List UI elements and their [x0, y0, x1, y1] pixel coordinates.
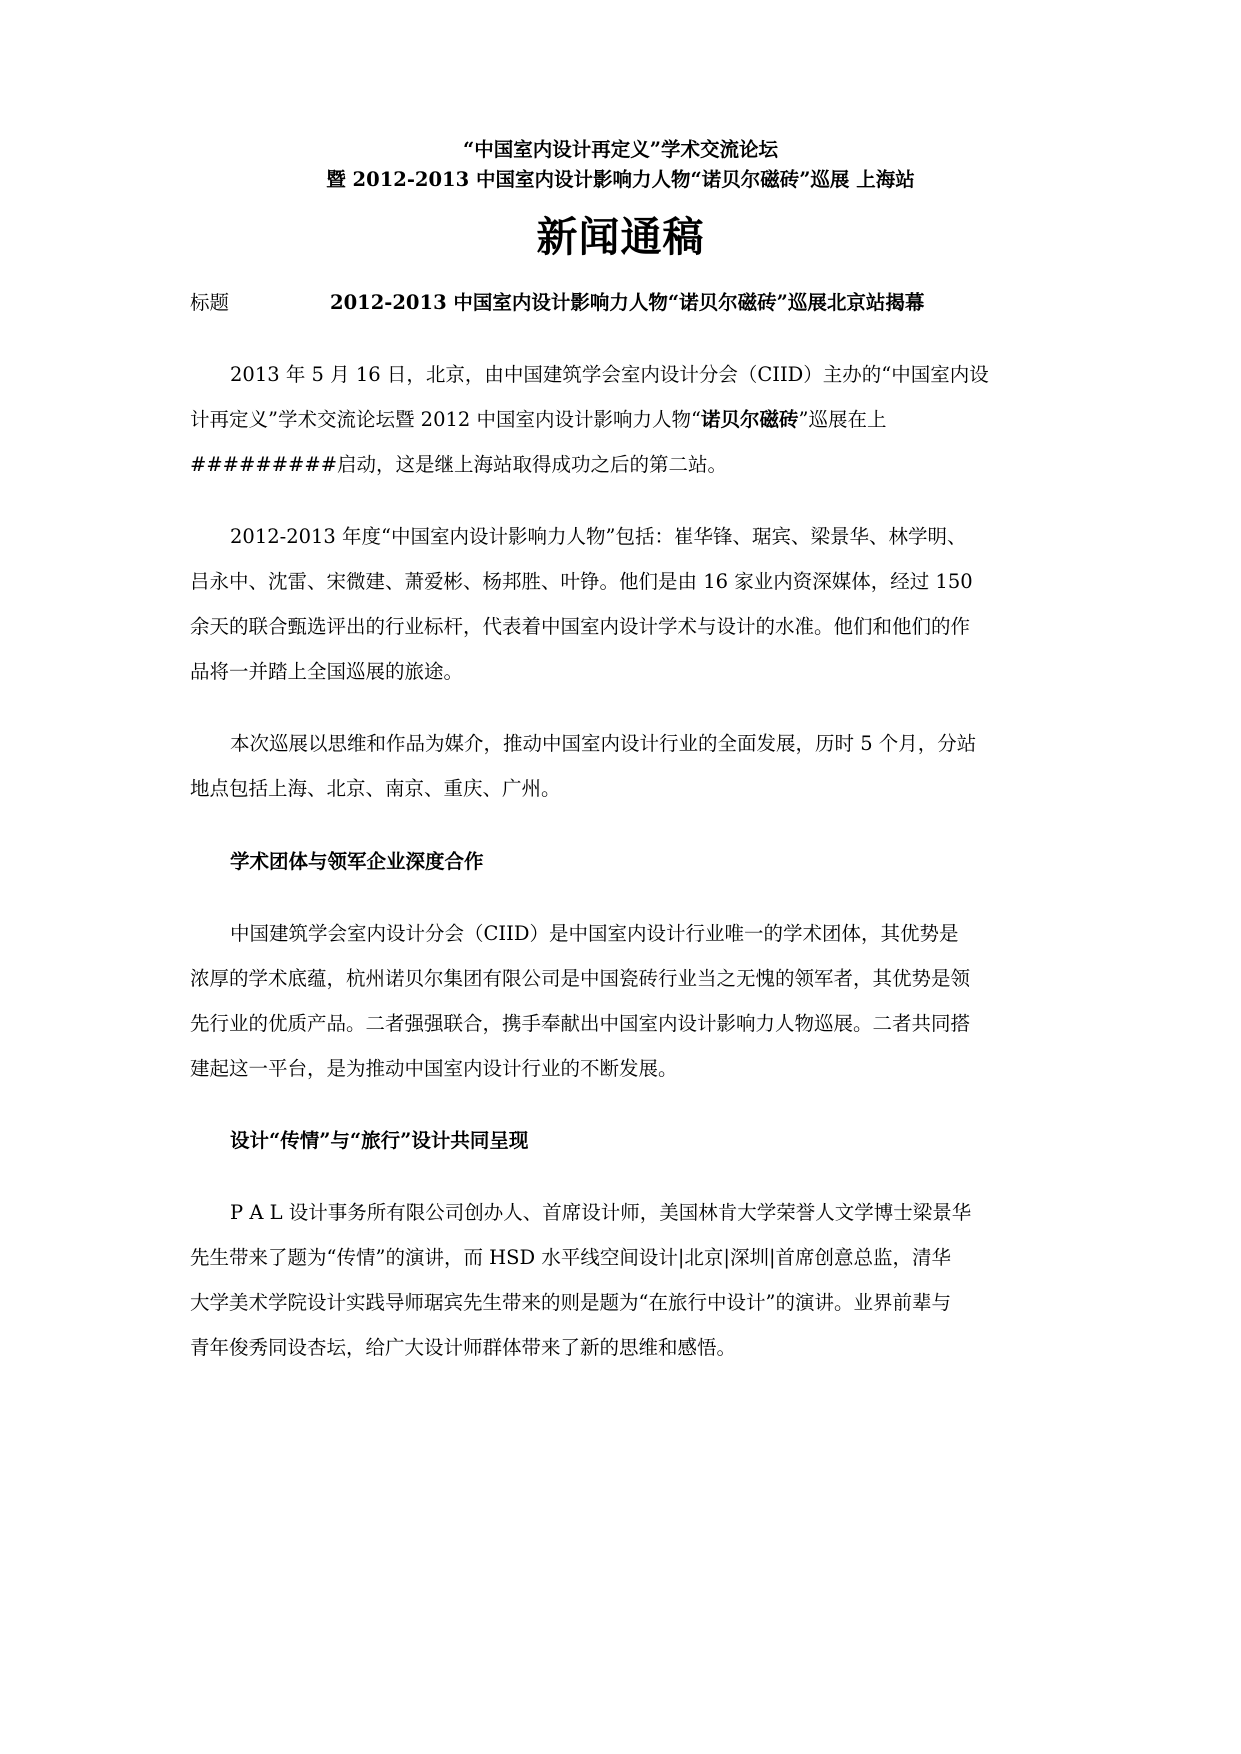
- section-2-line-4: 青年俊秀同设杏坛，给广大设计师群体带来了新的思维和感悟。: [190, 1336, 737, 1359]
- section-2-line-3: 大学美术学院设计实践导师琚宾先生带来的则是题为“在旅行中设计”的演讲。业界前辈与: [190, 1291, 951, 1314]
- paragraph-1-line-1: 2013 年 5 月 16 日，北京，由中国建筑学会室内设计分会（CIID）主办的“中国室内设: [230, 363, 989, 386]
- section-2-line-2: 先生带来了题为“传情”的演讲，而 HSD 水平线空间设计|北京|深圳|首席创意总监，清华: [190, 1246, 952, 1269]
- paragraph-3-line-1: 本次巡展以思维和作品为媒介，推动中国室内设计行业的全面发展，历时 5 个月，分站: [230, 732, 977, 755]
- section-2-heading: 设计“传情”与“旅行”设计共同呈现: [230, 1129, 529, 1152]
- headline-label: 标题: [190, 291, 230, 314]
- paragraph-2-line-1: 2012-2013 年度“中国室内设计影响力人物”包括：崔华锋、琚宾、梁景华、林学明、: [230, 525, 967, 548]
- paragraph-1-line-3: #########启动，这是继上海站取得成功之后的第二站。: [190, 453, 728, 476]
- paragraph-1-line-2-end: ”巡展在上: [798, 408, 887, 431]
- exhibition-subtitle: 暨 2012-2013 中国室内设计影响力人物“诺贝尔磁砖”巡展 上海站: [326, 168, 915, 191]
- section-2-line-1: P A L 设计事务所有限公司创办人、首席设计师，美国林肯大学荣誉人文学博士梁景华: [230, 1201, 972, 1224]
- paragraph-2-line-3: 余天的联合甄选评出的行业标杆，代表着中国室内设计学术与设计的水准。他们和他们的作: [190, 615, 971, 638]
- paragraph-3-line-2: 地点包括上海、北京、南京、重庆、广州。: [190, 777, 561, 800]
- press-release-title: 新闻通稿: [536, 213, 705, 261]
- paragraph-2-line-2: 吕永中、沈雷、宋微建、萧爱彬、杨邦胜、叶铮。他们是由 16 家业内资深媒体，经过 150: [190, 570, 973, 593]
- paragraph-1-line-2: [190, 407, 1060, 433]
- section-1-line-4: 建起这一平台，是为推动中国室内设计行业的不断发展。: [190, 1057, 678, 1080]
- section-1-line-1: 中国建筑学会室内设计分会（CIID）是中国室内设计行业唯一的学术团体，其优势是: [230, 922, 959, 945]
- headline-text: 2012-2013 中国室内设计影响力人物“诺贝尔磁砖”巡展北京站揭幕: [330, 291, 925, 314]
- section-1-heading: 学术团体与领军企业深度合作: [230, 850, 484, 873]
- section-1-line-3: 先行业的优质产品。二者强强联合，携手奉献出中国室内设计影响力人物巡展。二者共同搭: [190, 1012, 971, 1035]
- section-1-line-2: 浓厚的学术底蕴，杭州诺贝尔集团有限公司是中国瓷砖行业当之无愧的领军者，其优势是领: [190, 967, 971, 990]
- brand-name: 诺贝尔磁砖: [700, 408, 799, 431]
- paragraph-2-line-4: 品将一并踏上全国巡展的旅途。: [190, 660, 464, 683]
- paragraph-1-line-2-start: 计再定义”学术交流论坛暨 2012 中国室内设计影响力人物“: [190, 408, 701, 431]
- forum-title: “中国室内设计再定义”学术交流论坛: [463, 138, 778, 161]
